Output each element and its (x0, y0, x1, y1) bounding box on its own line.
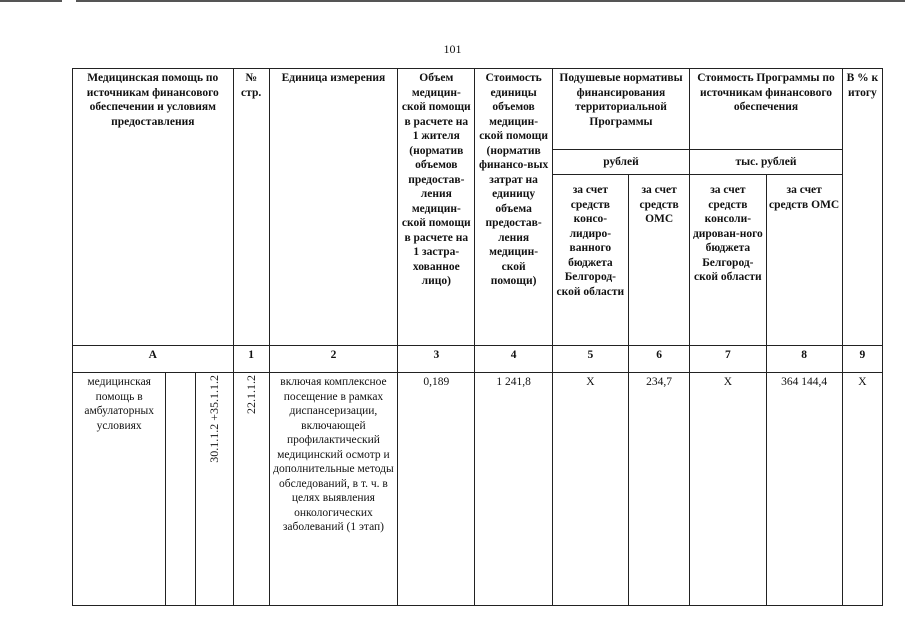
row-budget-per-capita: Х (552, 373, 628, 606)
header-row-1 (73, 69, 883, 150)
row-oms-program: 364 144,4 (766, 373, 842, 606)
top-rule (0, 0, 905, 2)
row-unit: включая комплексное посещение в рамках диспансеризации, включающей профилактический медицинский осмотр и дополнительные методы обследований, в т. ч. в целях выявления онкологических заболеваний (1 этап) (269, 373, 397, 606)
index-row (73, 346, 883, 373)
header-volume: Объем медицин-ской помощи в расчете на 1 жителя (норматив объемов предостав-ления медицин-ской помощи в расчете на 1 застра-хованное лицо) (398, 69, 475, 346)
index-cell: 2 (269, 346, 397, 373)
index-cell: 8 (766, 346, 842, 373)
header-line-number: № стр. (233, 69, 269, 346)
row-line-number-text: 22.1.1.2 (243, 375, 258, 414)
row-volume: 0,189 (398, 373, 475, 606)
row-care-type: медицинская помощь в амбулаторных условиях (73, 373, 166, 606)
header-percent: В % к итогу (842, 69, 882, 346)
index-cell: 5 (552, 346, 628, 373)
row-line-number (233, 373, 269, 606)
header-unit-cost: Стоимость единицы объемов медицин-ской помощи (норматив финансо-вых затрат на единицу объема предостав-ления медицин-ской помощи) (475, 69, 552, 346)
index-cell: 7 (690, 346, 766, 373)
header-source-conditions: Медицинская помощь по источникам финансового обеспечении и условиям предоставления (73, 69, 234, 346)
top-rule-gap (62, 0, 76, 2)
header-thousand-rubles: тыс. рублей (690, 150, 843, 175)
header-program-cost-group: Стоимость Программы по источникам финансового обеспечения (690, 69, 843, 150)
index-cell: 6 (629, 346, 690, 373)
row-source-codes (196, 373, 233, 606)
index-cell: 9 (842, 346, 882, 373)
header-rubles: рублей (552, 150, 690, 175)
index-cell: 4 (475, 346, 552, 373)
row-oms-per-capita: 234,7 (629, 373, 690, 606)
header-budget-program: за счет средств консоли-дирован-ного бюджета Белгород-ской области (690, 175, 766, 346)
header-unit: Единица измерения (269, 69, 397, 346)
row-empty-cell (166, 373, 196, 606)
header-budget-per-capita: за счет средств консо-лидиро-ванного бюджета Белгород-ской области (552, 175, 628, 346)
table-row (73, 373, 883, 606)
header-per-capita-group: Подушевые нормативы финансирования территориальной Программы (552, 69, 690, 150)
index-cell: А (73, 346, 234, 373)
row-percent: Х (842, 373, 882, 606)
program-cost-table (72, 68, 883, 606)
row-source-codes-text: 30.1.1.2 +35.1.1.2 (207, 375, 222, 463)
row-unit-cost: 1 241,8 (475, 373, 552, 606)
header-oms-per-capita: за счет средств ОМС (629, 175, 690, 346)
header-oms-program: за счет средств ОМС (766, 175, 842, 346)
index-cell: 1 (233, 346, 269, 373)
row-budget-program: Х (690, 373, 766, 606)
index-cell: 3 (398, 346, 475, 373)
page-number: 101 (443, 42, 462, 56)
